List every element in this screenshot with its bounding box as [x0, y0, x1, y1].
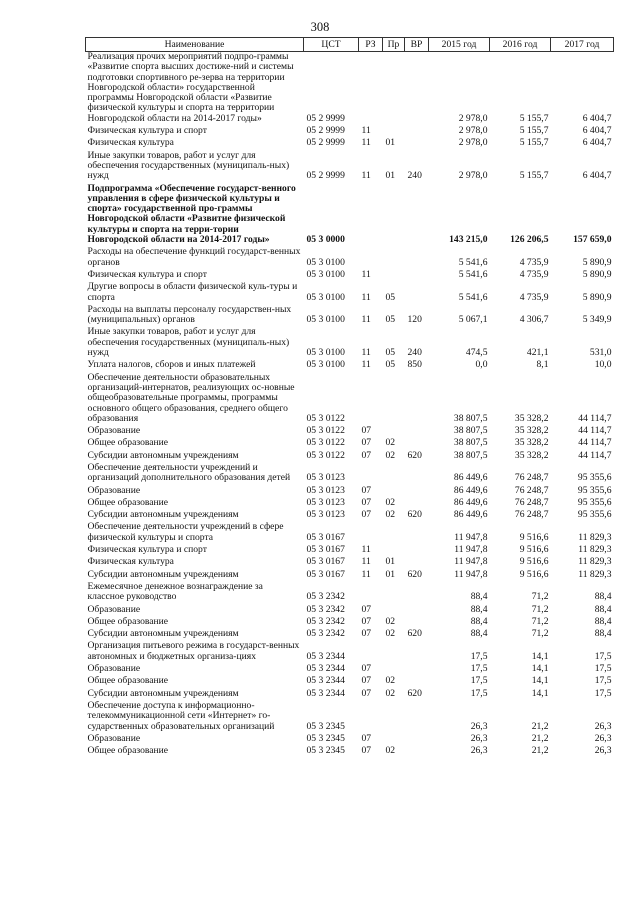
- row-vr: [405, 734, 429, 746]
- row-2015: 5 541,6: [458, 256, 488, 268]
- row-2017: 17,5: [594, 675, 612, 687]
- row-pr: [383, 373, 405, 426]
- row-pr: [383, 52, 405, 127]
- row-vr: [405, 373, 429, 426]
- row-2016: 35 328,2: [514, 425, 549, 437]
- row-pr: [383, 582, 405, 605]
- row-cst: 05 3 0167: [306, 556, 345, 568]
- row-2016: 76 248,7: [514, 496, 549, 508]
- row-2017: 11 829,3: [578, 544, 612, 556]
- row-2016: 35 328,2: [514, 412, 549, 424]
- row-2015: 2 978,0: [458, 137, 488, 149]
- row-rz: 07: [361, 732, 372, 744]
- row-vr: [405, 557, 429, 569]
- row-cst: 05 3 0167: [306, 568, 345, 580]
- row-rz: [359, 184, 383, 248]
- row-cst: 05 3 2345: [306, 745, 345, 757]
- row-2017: 10,0: [594, 359, 612, 371]
- row-vr: [405, 138, 429, 150]
- row-2016: 76 248,7: [514, 509, 549, 521]
- header-cst: ЦСТ: [304, 38, 359, 52]
- row-rz: 11: [361, 314, 371, 326]
- row-rz: 07: [361, 687, 372, 699]
- row-rz: 11: [361, 291, 371, 303]
- row-2017: 26,3: [594, 720, 612, 732]
- page-number: 308: [310, 20, 330, 34]
- row-vr: 120: [407, 314, 422, 326]
- row-2017: 95 355,6: [577, 509, 612, 521]
- row-2016: 14,1: [531, 663, 549, 675]
- row-2017: 26,3: [594, 745, 612, 757]
- row-name: Субсидии автономным учреждениям: [87, 568, 239, 580]
- table-row: [86, 360, 614, 372]
- row-name: Другие вопросы в области физической куль-туры и спорта: [87, 281, 298, 303]
- row-name: Ежемесячное денежное вознаграждение за классное руководство: [87, 580, 263, 603]
- row-name: Общее образование: [87, 496, 169, 508]
- table-header: [86, 38, 614, 52]
- row-pr: [383, 463, 405, 486]
- row-2017: 6 404,7: [582, 112, 612, 124]
- row-2015: 26,3: [470, 720, 488, 732]
- row-2017: 95 355,6: [577, 484, 612, 496]
- table-row: [86, 641, 614, 664]
- row-name: Обеспечение доступа к информационно-телекоммуникационной сети «Интернет» го-сударственных образовательных организаций: [87, 699, 275, 732]
- row-cst: 05 3 2344: [306, 650, 345, 662]
- row-pr: 02: [385, 509, 396, 521]
- table-row: [86, 247, 614, 270]
- row-vr: [405, 270, 429, 282]
- row-name: Физическая культура и спорт: [87, 268, 207, 280]
- row-cst: 05 2 9999: [306, 112, 345, 124]
- row-2015: 5 541,6: [458, 268, 488, 280]
- row-cst: 05 3 0100: [306, 347, 345, 359]
- row-name: Образование: [87, 732, 141, 744]
- row-2016: 21,2: [531, 745, 549, 757]
- row-rz: 11: [361, 268, 371, 280]
- row-2016: 421,1: [526, 347, 549, 359]
- row-2015: 17,5: [470, 675, 488, 687]
- row-pr: 01: [385, 137, 396, 149]
- row-name: Образование: [87, 663, 141, 675]
- header-2017: 2017 год: [551, 38, 614, 52]
- row-rz: [359, 522, 383, 545]
- row-rz: [359, 373, 383, 426]
- row-vr: 620: [407, 509, 422, 521]
- row-rz: 07: [361, 449, 372, 461]
- row-rz: 07: [361, 425, 372, 437]
- row-vr: [405, 463, 429, 486]
- row-2017: 44 114,7: [578, 412, 612, 424]
- row-vr: [405, 282, 429, 305]
- row-pr: 02: [385, 496, 396, 508]
- row-pr: 05: [385, 291, 396, 303]
- row-vr: [405, 247, 429, 270]
- row-2015: 88,4: [470, 603, 488, 615]
- row-2015: 86 449,6: [453, 484, 488, 496]
- row-pr: [383, 270, 405, 282]
- row-rz: 11: [361, 125, 371, 137]
- row-pr: [383, 522, 405, 545]
- table-row: [86, 463, 614, 486]
- row-2016: 4 735,9: [519, 291, 549, 303]
- row-name: Физическая культура: [87, 137, 174, 149]
- row-pr: [383, 605, 405, 617]
- row-2016: 35 328,2: [514, 437, 549, 449]
- row-name: Общее образование: [87, 745, 169, 757]
- row-2016: 21,2: [531, 732, 549, 744]
- row-cst: 05 3 0167: [306, 531, 345, 543]
- row-cst: 05 3 2342: [306, 591, 345, 603]
- row-vr: [405, 184, 429, 248]
- row-2017: 44 114,7: [578, 437, 612, 449]
- row-2017: 157 659,0: [573, 234, 612, 246]
- row-rz: [359, 247, 383, 270]
- row-vr: [405, 605, 429, 617]
- row-2015: 88,4: [470, 628, 488, 640]
- row-2015: 17,5: [470, 687, 488, 699]
- row-rz: [359, 582, 383, 605]
- table-row: [86, 138, 614, 150]
- row-cst: 05 3 2342: [306, 628, 345, 640]
- row-2017: 11 829,3: [578, 531, 612, 543]
- row-2015: 38 807,5: [453, 437, 488, 449]
- row-cst: 05 3 0122: [306, 449, 345, 461]
- row-name: Иные закупки товаров, работ и услуг для обеспечения государственных (муниципаль-ных) нужд: [87, 149, 290, 182]
- row-2017: 88,4: [594, 628, 612, 640]
- row-2017: 88,4: [594, 615, 612, 627]
- table-row: [86, 605, 614, 617]
- row-cst: 05 2 9999: [306, 125, 345, 137]
- row-pr: [383, 247, 405, 270]
- row-vr: 620: [407, 687, 422, 699]
- row-2016: 126 206,5: [510, 234, 549, 246]
- row-vr: [405, 545, 429, 557]
- header-rz: РЗ: [359, 38, 383, 52]
- row-cst: 05 3 0122: [306, 412, 345, 424]
- row-pr: 02: [385, 745, 396, 757]
- row-cst: 05 3 0123: [306, 496, 345, 508]
- row-cst: 05 3 0000: [306, 234, 345, 246]
- row-name: Образование: [87, 425, 141, 437]
- header-2016: 2016 год: [490, 38, 551, 52]
- row-name: Физическая культура и спорт: [87, 125, 207, 137]
- row-rz: [359, 52, 383, 127]
- row-pr: [383, 701, 405, 734]
- table-row: [86, 282, 614, 305]
- row-2017: 11 829,3: [578, 568, 612, 580]
- row-rz: 07: [361, 509, 372, 521]
- table-row: [86, 52, 614, 127]
- row-2015: 86 449,6: [453, 496, 488, 508]
- row-cst: 05 3 2344: [306, 675, 345, 687]
- row-rz: [359, 641, 383, 664]
- row-vr: [405, 701, 429, 734]
- row-2015: 11 947,8: [454, 531, 488, 543]
- row-2016: 76 248,7: [514, 484, 549, 496]
- row-vr: [405, 52, 429, 127]
- table-row: [86, 327, 614, 360]
- row-2016: 71,2: [531, 628, 549, 640]
- row-2016: 9 516,6: [519, 544, 549, 556]
- row-cst: 05 3 0100: [306, 359, 345, 371]
- row-vr: 620: [407, 568, 422, 580]
- table-row: [86, 184, 614, 248]
- row-rz: 11: [361, 556, 371, 568]
- row-2016: 5 155,7: [519, 170, 549, 182]
- row-2017: 44 114,7: [578, 449, 612, 461]
- row-vr: [405, 676, 429, 688]
- row-2017: 17,5: [594, 663, 612, 675]
- row-name: Расходы на выплаты персоналу государствен-ных (муниципальных) органов: [87, 303, 292, 326]
- table-row: [86, 151, 614, 184]
- row-name: Общее образование: [87, 675, 169, 687]
- row-pr: 05: [385, 314, 396, 326]
- row-cst: 05 3 2344: [306, 687, 345, 699]
- row-rz: [359, 463, 383, 486]
- row-cst: 05 3 0122: [306, 425, 345, 437]
- row-cst: 05 3 0123: [306, 509, 345, 521]
- row-2017: 11 829,3: [578, 556, 612, 568]
- header-row: [86, 38, 614, 52]
- table-row: [86, 557, 614, 569]
- budget-table: [85, 37, 614, 758]
- row-name: Подпрограмма «Обеспечение государст-венного управления в сфере физической культуры и спорта» государственной про-граммы Новгородской области «Развитие физической культуры и спорта на терри-тории Новгородской области на 2014-2017 годы»: [87, 182, 296, 246]
- row-2016: 5 155,7: [519, 137, 549, 149]
- row-2017: 6 404,7: [582, 137, 612, 149]
- row-name: Субсидии автономным учреждениям: [87, 628, 239, 640]
- row-2015: 38 807,5: [453, 449, 488, 461]
- row-2015: 17,5: [470, 650, 488, 662]
- row-cst: 05 3 0100: [306, 268, 345, 280]
- row-2015: 26,3: [470, 732, 488, 744]
- row-2016: 4 306,7: [519, 314, 549, 326]
- row-2017: 531,0: [589, 347, 612, 359]
- row-2016: 14,1: [531, 675, 549, 687]
- row-2015: 11 947,8: [454, 568, 488, 580]
- row-vr: 620: [407, 628, 422, 640]
- row-2016: 35 328,2: [514, 449, 549, 461]
- row-vr: 240: [407, 170, 422, 182]
- row-2017: 88,4: [594, 603, 612, 615]
- row-cst: 05 2 9999: [306, 170, 345, 182]
- row-pr: 02: [385, 437, 396, 449]
- row-name: Уплата налогов, сборов и иных платежей: [87, 359, 256, 371]
- row-vr: 620: [407, 449, 422, 461]
- row-name: Общее образование: [87, 615, 169, 627]
- row-rz: 11: [361, 544, 371, 556]
- row-vr: 240: [407, 347, 422, 359]
- row-pr: 02: [385, 615, 396, 627]
- row-pr: 02: [385, 675, 396, 687]
- row-cst: 05 3 0100: [306, 256, 345, 268]
- row-name: Обеспечение деятельности образовательных организаций-интернатов, реализующих ос-новные общеобразовательные программы, программы основного общего образования, среднего общего образования: [87, 371, 295, 424]
- row-2016: 9 516,6: [519, 568, 549, 580]
- row-rz: 07: [361, 437, 372, 449]
- row-2017: 5 890,9: [582, 256, 612, 268]
- row-pr: 01: [385, 556, 396, 568]
- row-pr: 05: [385, 347, 396, 359]
- row-cst: 05 3 0100: [306, 314, 345, 326]
- row-vr: [405, 582, 429, 605]
- row-2016: 4 735,9: [519, 268, 549, 280]
- row-2016: 71,2: [531, 615, 549, 627]
- row-pr: 01: [385, 170, 396, 182]
- row-2017: 6 404,7: [582, 125, 612, 137]
- row-2016: 14,1: [531, 650, 549, 662]
- row-rz: 11: [361, 137, 371, 149]
- row-name: Обеспечение деятельности учреждений в сфере физической культуры и спорта: [87, 521, 284, 543]
- row-rz: 07: [361, 663, 372, 675]
- row-pr: 02: [385, 687, 396, 699]
- row-vr: [405, 126, 429, 138]
- row-2017: 5 890,9: [582, 291, 612, 303]
- row-cst: 05 3 0123: [306, 472, 345, 484]
- row-pr: [383, 641, 405, 664]
- row-rz: 07: [361, 615, 372, 627]
- row-2016: 8,1: [536, 359, 549, 371]
- row-2015: 2 978,0: [458, 170, 488, 182]
- row-vr: [405, 664, 429, 676]
- row-2017: 26,3: [594, 732, 612, 744]
- row-2015: 5 541,6: [458, 291, 488, 303]
- row-2015: 38 807,5: [453, 425, 488, 437]
- row-rz: 11: [361, 359, 371, 371]
- row-rz: 11: [361, 347, 371, 359]
- row-pr: 01: [385, 568, 396, 580]
- row-cst: 05 3 2345: [306, 720, 345, 732]
- row-name: Физическая культура и спорт: [87, 544, 207, 556]
- row-pr: [383, 184, 405, 248]
- row-2015: 26,3: [470, 745, 488, 757]
- row-rz: 11: [361, 170, 371, 182]
- row-rz: [359, 701, 383, 734]
- row-vr: [405, 641, 429, 664]
- table-body: [86, 52, 614, 759]
- row-2016: 5 155,7: [519, 112, 549, 124]
- row-vr: 850: [407, 359, 422, 371]
- row-cst: 05 3 0167: [306, 544, 345, 556]
- row-name: Физическая культура: [87, 556, 174, 568]
- row-2015: 2 978,0: [458, 112, 488, 124]
- row-2017: 17,5: [594, 687, 612, 699]
- row-vr: [405, 426, 429, 438]
- row-2016: 71,2: [531, 603, 549, 615]
- row-2015: 0,0: [475, 359, 488, 371]
- row-2015: 143 215,0: [449, 234, 488, 246]
- table-row: [86, 373, 614, 426]
- row-2017: 5 890,9: [582, 268, 612, 280]
- header-vr: ВР: [405, 38, 429, 52]
- row-2016: 71,2: [531, 591, 549, 603]
- table-row: [86, 746, 614, 758]
- row-cst: 05 3 0123: [306, 484, 345, 496]
- row-cst: 05 3 0100: [306, 291, 345, 303]
- row-2016: 4 735,9: [519, 256, 549, 268]
- row-2017: 95 355,6: [577, 472, 612, 484]
- table-row: [86, 701, 614, 734]
- row-rz: 07: [361, 603, 372, 615]
- table-row: [86, 582, 614, 605]
- row-pr: 02: [385, 628, 396, 640]
- table-row: [86, 522, 614, 545]
- row-cst: 05 2 9999: [306, 137, 345, 149]
- row-cst: 05 3 2345: [306, 732, 345, 744]
- row-2017: 88,4: [594, 591, 612, 603]
- row-name: Общее образование: [87, 437, 169, 449]
- row-2016: 76 248,7: [514, 472, 549, 484]
- row-vr: [405, 522, 429, 545]
- row-name: Иные закупки товаров, работ и услуг для обеспечения государственных (муниципаль-ных) нужд: [87, 326, 290, 359]
- row-cst: 05 3 2342: [306, 615, 345, 627]
- row-2016: 21,2: [531, 720, 549, 732]
- row-vr: [405, 438, 429, 450]
- row-2015: 5 067,1: [458, 314, 488, 326]
- header-pr: Пр: [383, 38, 405, 52]
- row-rz: 07: [361, 628, 372, 640]
- header-name: Наименование: [86, 38, 304, 52]
- row-2015: 86 449,6: [453, 472, 488, 484]
- row-2015: 86 449,6: [453, 509, 488, 521]
- header-2015: 2015 год: [429, 38, 490, 52]
- row-2015: 17,5: [470, 663, 488, 675]
- row-2016: 9 516,6: [519, 531, 549, 543]
- row-name: Субсидии автономным учреждениям: [87, 687, 239, 699]
- table-row: [86, 305, 614, 328]
- row-name: Субсидии автономным учреждениям: [87, 449, 239, 461]
- row-2017: 5 349,9: [582, 314, 612, 326]
- row-rz: 07: [361, 675, 372, 687]
- row-pr: 02: [385, 449, 396, 461]
- row-name: Организация питьевого режима в государст-венных автономных и бюджетных организа-циях: [87, 640, 300, 662]
- row-name: Обеспечение деятельности учреждений и организаций дополнительного образования детей: [87, 461, 291, 484]
- row-name: Реализация прочих мероприятий подпро-граммы «Развитие спорта высших достиже-ний и системы подготовки спортивного ре-зерва на территории Новгородской области» государственной программы Новгородской области «Развитие физической культуры и спорта на территории Новгородской области на 2014-2017 годы»: [87, 51, 294, 124]
- row-vr: [405, 746, 429, 758]
- row-2017: 6 404,7: [582, 170, 612, 182]
- row-pr: 05: [385, 359, 396, 371]
- row-2017: 95 355,6: [577, 496, 612, 508]
- row-rz: 07: [361, 745, 372, 757]
- row-2015: 88,4: [470, 591, 488, 603]
- row-cst: 05 3 2342: [306, 603, 345, 615]
- row-name: Образование: [87, 484, 141, 496]
- table-row: [86, 676, 614, 688]
- row-cst: 05 3 2344: [306, 663, 345, 675]
- row-2015: 11 947,8: [454, 556, 488, 568]
- row-name: Образование: [87, 603, 141, 615]
- row-2017: 44 114,7: [578, 425, 612, 437]
- row-2015: 474,5: [465, 347, 488, 359]
- table-row: [86, 438, 614, 450]
- row-2015: 38 807,5: [453, 412, 488, 424]
- row-vr: [405, 486, 429, 498]
- row-rz: 07: [361, 484, 372, 496]
- row-2015: 88,4: [470, 615, 488, 627]
- row-name: Субсидии автономным учреждениям: [87, 509, 239, 521]
- row-2016: 14,1: [531, 687, 549, 699]
- row-2017: 17,5: [594, 650, 612, 662]
- row-rz: 11: [361, 568, 371, 580]
- row-name: Расходы на обеспечение функций государст-венных органов: [87, 246, 301, 268]
- row-2015: 11 947,8: [454, 544, 488, 556]
- row-rz: 07: [361, 496, 372, 508]
- row-cst: 05 3 0122: [306, 437, 345, 449]
- row-2016: 5 155,7: [519, 125, 549, 137]
- row-2015: 2 978,0: [458, 125, 488, 137]
- row-2016: 9 516,6: [519, 556, 549, 568]
